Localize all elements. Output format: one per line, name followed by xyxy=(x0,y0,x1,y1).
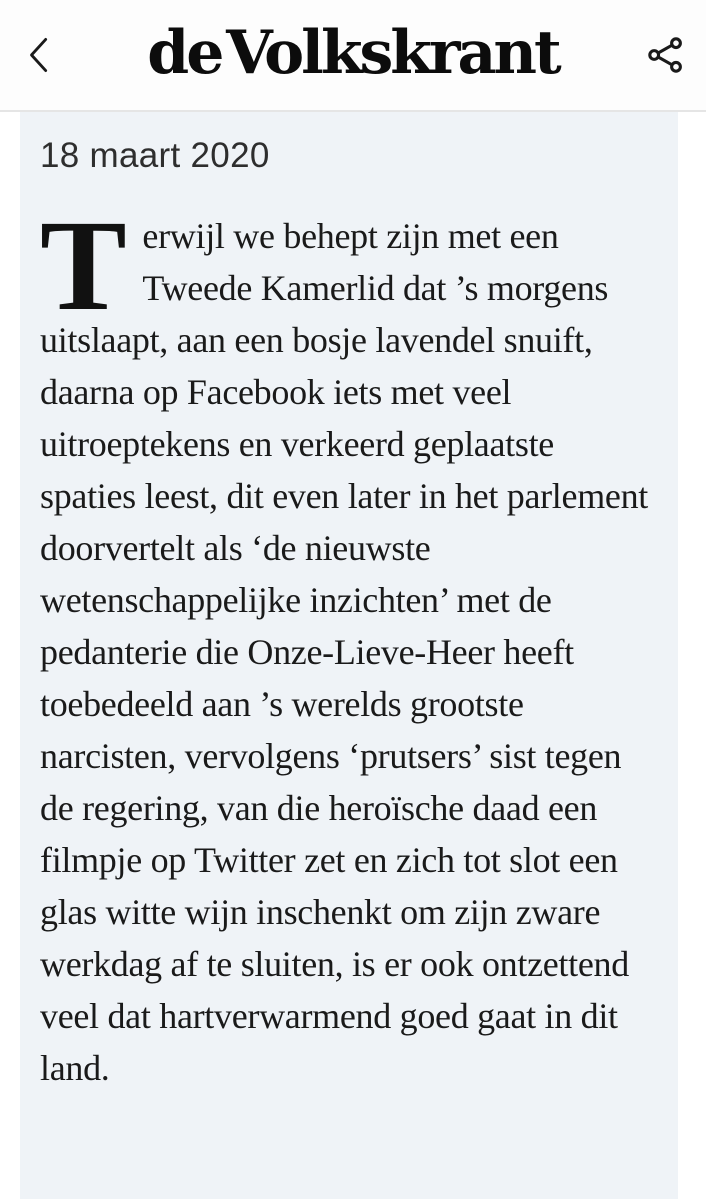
chevron-left-icon xyxy=(23,35,57,75)
brand-logo: de Volkskrant xyxy=(147,23,559,87)
article-body xyxy=(40,194,658,1094)
drop-cap: T xyxy=(40,194,127,338)
back-button[interactable] xyxy=(14,29,66,81)
share-icon xyxy=(644,35,688,75)
article-date: 18 maart 2020 xyxy=(40,136,270,175)
article-panel xyxy=(20,112,678,1199)
share-button[interactable] xyxy=(640,29,692,81)
app-header xyxy=(0,0,706,112)
article-paragraph: erwijl we behept zijn met een Tweede Kamerlid dat ’s morgens uitslaapt, aan een bosje lavendel snuift, daarna op Facebook iets met veel uitroeptekens en verkeerd geplaatste spaties leest, dit even later in het parlement doorvertelt als ‘de nieuwste wetenschappelijke inzichten’ met de pedanterie die Onze-Lieve-Heer heeft toebedeeld aan ’s werelds grootste narcisten, vervolgens ‘prutsers’ sist tegen de regering, van die heroïsche daad een filmpje op Twitter zet en zich tot slot een glas witte wijn inschenkt om zijn zware werkdag af te sluiten, is er ook ontzettend veel dat hartverwarmend goed gaat in dit land. xyxy=(40,216,648,1088)
